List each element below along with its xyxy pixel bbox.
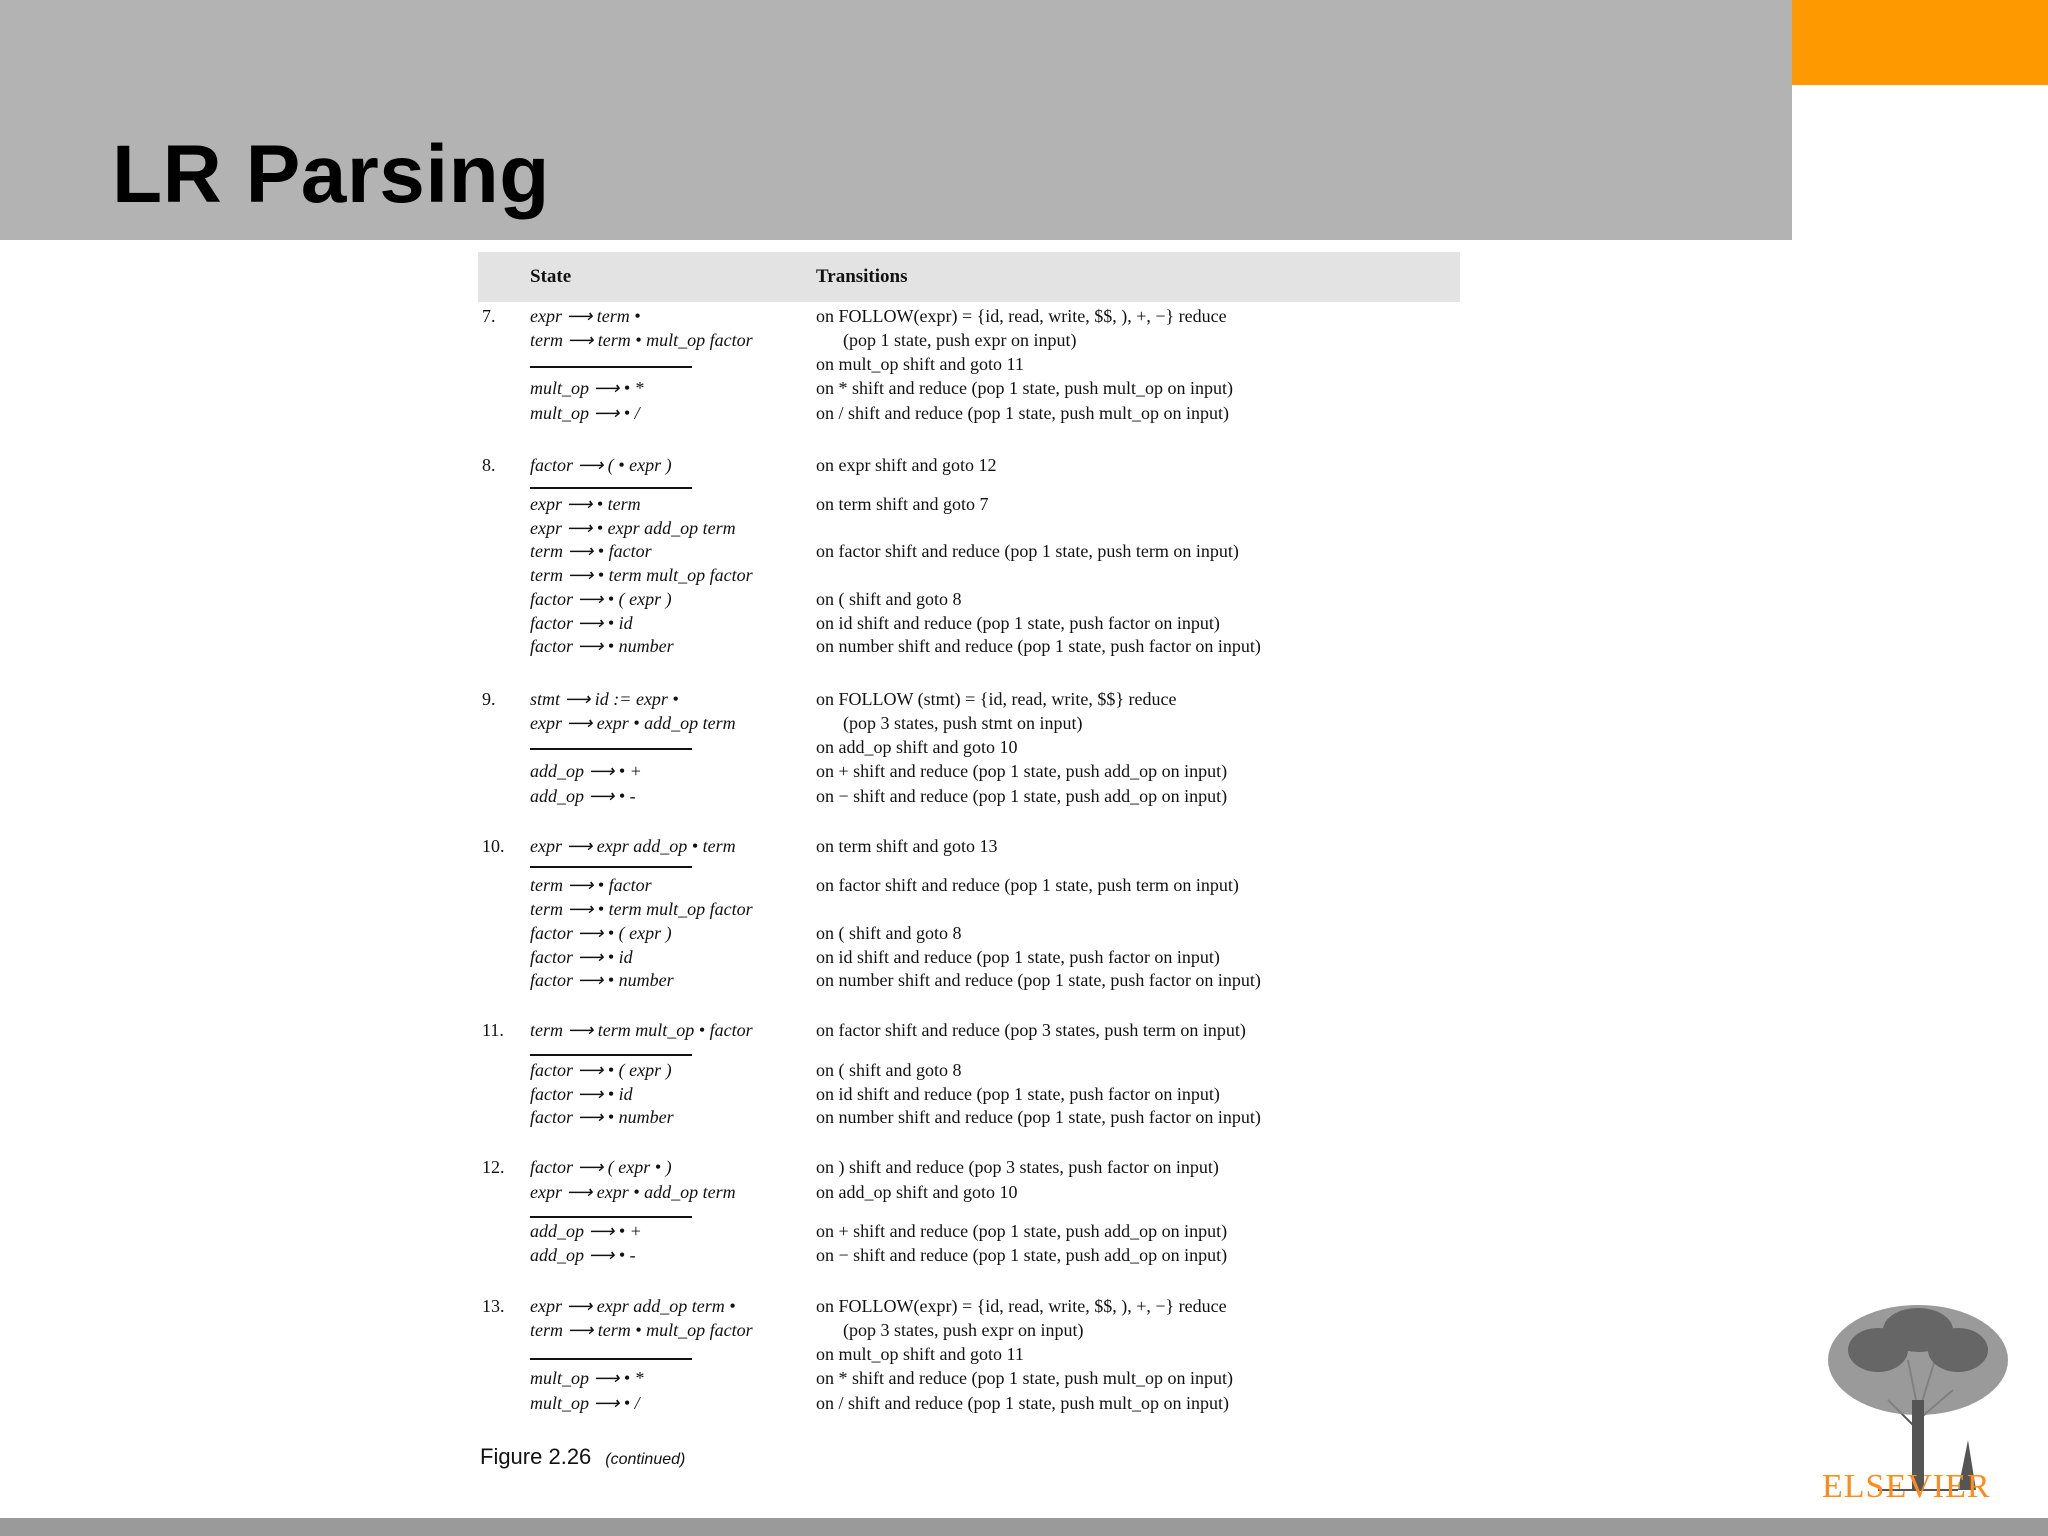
transition-text: on * shift and reduce (pop 1 state, push mult_op on input) [816,378,1233,398]
item-production: factor ⟶ ( • expr ) [530,455,672,475]
item-production: mult_op ⟶ • / [530,1393,640,1413]
item-production: term ⟶ term mult_op • factor [530,1020,753,1040]
item-production: factor ⟶ • ( expr ) [530,1060,672,1080]
item-production: term ⟶ term • mult_op factor [530,330,753,350]
transition-text: on factor shift and reduce (pop 1 state, push term on input) [816,541,1239,561]
item-production: expr ⟶ expr add_op term • [530,1296,736,1316]
caption-label: Figure 2.26 [480,1444,592,1469]
state-number: 9. [482,689,496,709]
item-production: mult_op ⟶ • / [530,403,640,423]
item-production: factor ⟶ • ( expr ) [530,589,672,609]
item-production: term ⟶ • factor [530,875,652,895]
item-production: add_op ⟶ • + [530,761,642,781]
state-number: 12. [482,1157,505,1177]
item-production: term ⟶ • term mult_op factor [530,899,753,919]
transition-text: on factor shift and reduce (pop 3 states, push term on input) [816,1020,1246,1040]
transition-text: on term shift and goto 7 [816,494,989,514]
transition-text: (pop 1 state, push expr on input) [816,330,1077,350]
transition-text: on mult_op shift and goto 11 [816,354,1024,374]
transition-text: on expr shift and goto 12 [816,455,997,475]
item-production: stmt ⟶ id := expr • [530,689,679,709]
item-production: add_op ⟶ • - [530,786,636,806]
transition-text: on − shift and reduce (pop 1 state, push add_op on input) [816,1245,1228,1265]
state-number: 7. [482,306,496,326]
item-production: expr ⟶ expr add_op • term [530,836,736,856]
item-production: add_op ⟶ • - [530,1245,636,1265]
footer-bar [0,1518,2048,1536]
transition-text: on + shift and reduce (pop 1 state, push add_op on input) [816,1221,1228,1241]
transition-text: (pop 3 states, push stmt on input) [816,713,1083,733]
item-production: factor ⟶ • id [530,947,633,967]
state-number: 11. [482,1020,504,1040]
item-production: expr ⟶ • expr add_op term [530,518,736,538]
transition-text: on ( shift and goto 8 [816,589,962,609]
transition-text: on id shift and reduce (pop 1 state, push factor on input) [816,947,1220,967]
transition-text: on ) shift and reduce (pop 3 states, push factor on input) [816,1157,1219,1177]
transition-text: on ( shift and goto 8 [816,923,962,943]
kernel-rule [530,366,692,368]
item-production: factor ⟶ • id [530,1084,633,1104]
item-production: factor ⟶ • number [530,636,674,656]
item-production: expr ⟶ term • [530,306,641,326]
state-number: 10. [482,836,505,856]
transition-text: on / shift and reduce (pop 1 state, push mult_op on input) [816,403,1229,423]
item-production: expr ⟶ expr • add_op term [530,1182,736,1202]
transition-text: on term shift and goto 13 [816,836,998,856]
caption-note: (continued) [605,1451,686,1468]
header-transitions: Transitions [816,266,908,287]
transition-text: on FOLLOW (stmt) = {id, read, write, $$} reduce [816,689,1177,709]
transition-text: on ( shift and goto 8 [816,1060,962,1080]
transition-text: on / shift and reduce (pop 1 state, push mult_op on input) [816,1393,1229,1413]
transition-text: on number shift and reduce (pop 1 state, push factor on input) [816,970,1261,990]
kernel-rule [530,487,692,489]
kernel-rule [530,748,692,750]
item-production: expr ⟶ • term [530,494,641,514]
transition-text: on FOLLOW(expr) = {id, read, write, $$, ), +, −} reduce [816,1296,1227,1316]
kernel-rule [530,1054,692,1056]
transition-text: (pop 3 states, push expr on input) [816,1320,1084,1340]
transition-text: on − shift and reduce (pop 1 state, push add_op on input) [816,786,1228,806]
elsevier-wordmark: ELSEVIER [1822,1468,1991,1505]
transition-text: on number shift and reduce (pop 1 state, push factor on input) [816,1107,1261,1127]
kernel-rule [530,1216,692,1218]
figure-caption [480,1444,685,1470]
transition-text: on add_op shift and goto 10 [816,1182,1018,1202]
item-production: term ⟶ • factor [530,541,652,561]
item-production: factor ⟶ • number [530,1107,674,1127]
transition-text: on + shift and reduce (pop 1 state, push add_op on input) [816,761,1228,781]
kernel-rule [530,866,692,868]
transition-text: on factor shift and reduce (pop 1 state, push term on input) [816,875,1239,895]
transition-text: on * shift and reduce (pop 1 state, push mult_op on input) [816,1368,1233,1388]
transition-text: on number shift and reduce (pop 1 state, push factor on input) [816,636,1261,656]
item-production: factor ⟶ • id [530,613,633,633]
transition-text: on FOLLOW(expr) = {id, read, write, $$, ), +, −} reduce [816,306,1227,326]
kernel-rule [530,1358,692,1360]
item-production: add_op ⟶ • + [530,1221,642,1241]
item-production: mult_op ⟶ • * [530,1368,644,1388]
item-production: factor ⟶ • ( expr ) [530,923,672,943]
transition-text: on id shift and reduce (pop 1 state, push factor on input) [816,1084,1220,1104]
state-number: 13. [482,1296,505,1316]
item-production: factor ⟶ • number [530,970,674,990]
item-production: expr ⟶ expr • add_op term [530,713,736,733]
item-production: term ⟶ • term mult_op factor [530,565,753,585]
item-production: factor ⟶ ( expr • ) [530,1157,672,1177]
slide-title: LR Parsing [112,129,550,220]
transition-text: on id shift and reduce (pop 1 state, push factor on input) [816,613,1220,633]
transition-text: on add_op shift and goto 10 [816,737,1018,757]
item-production: term ⟶ term • mult_op factor [530,1320,753,1340]
header-state: State [530,266,572,287]
item-production: mult_op ⟶ • * [530,378,644,398]
state-number: 8. [482,455,496,475]
transition-text: on mult_op shift and goto 11 [816,1344,1024,1364]
